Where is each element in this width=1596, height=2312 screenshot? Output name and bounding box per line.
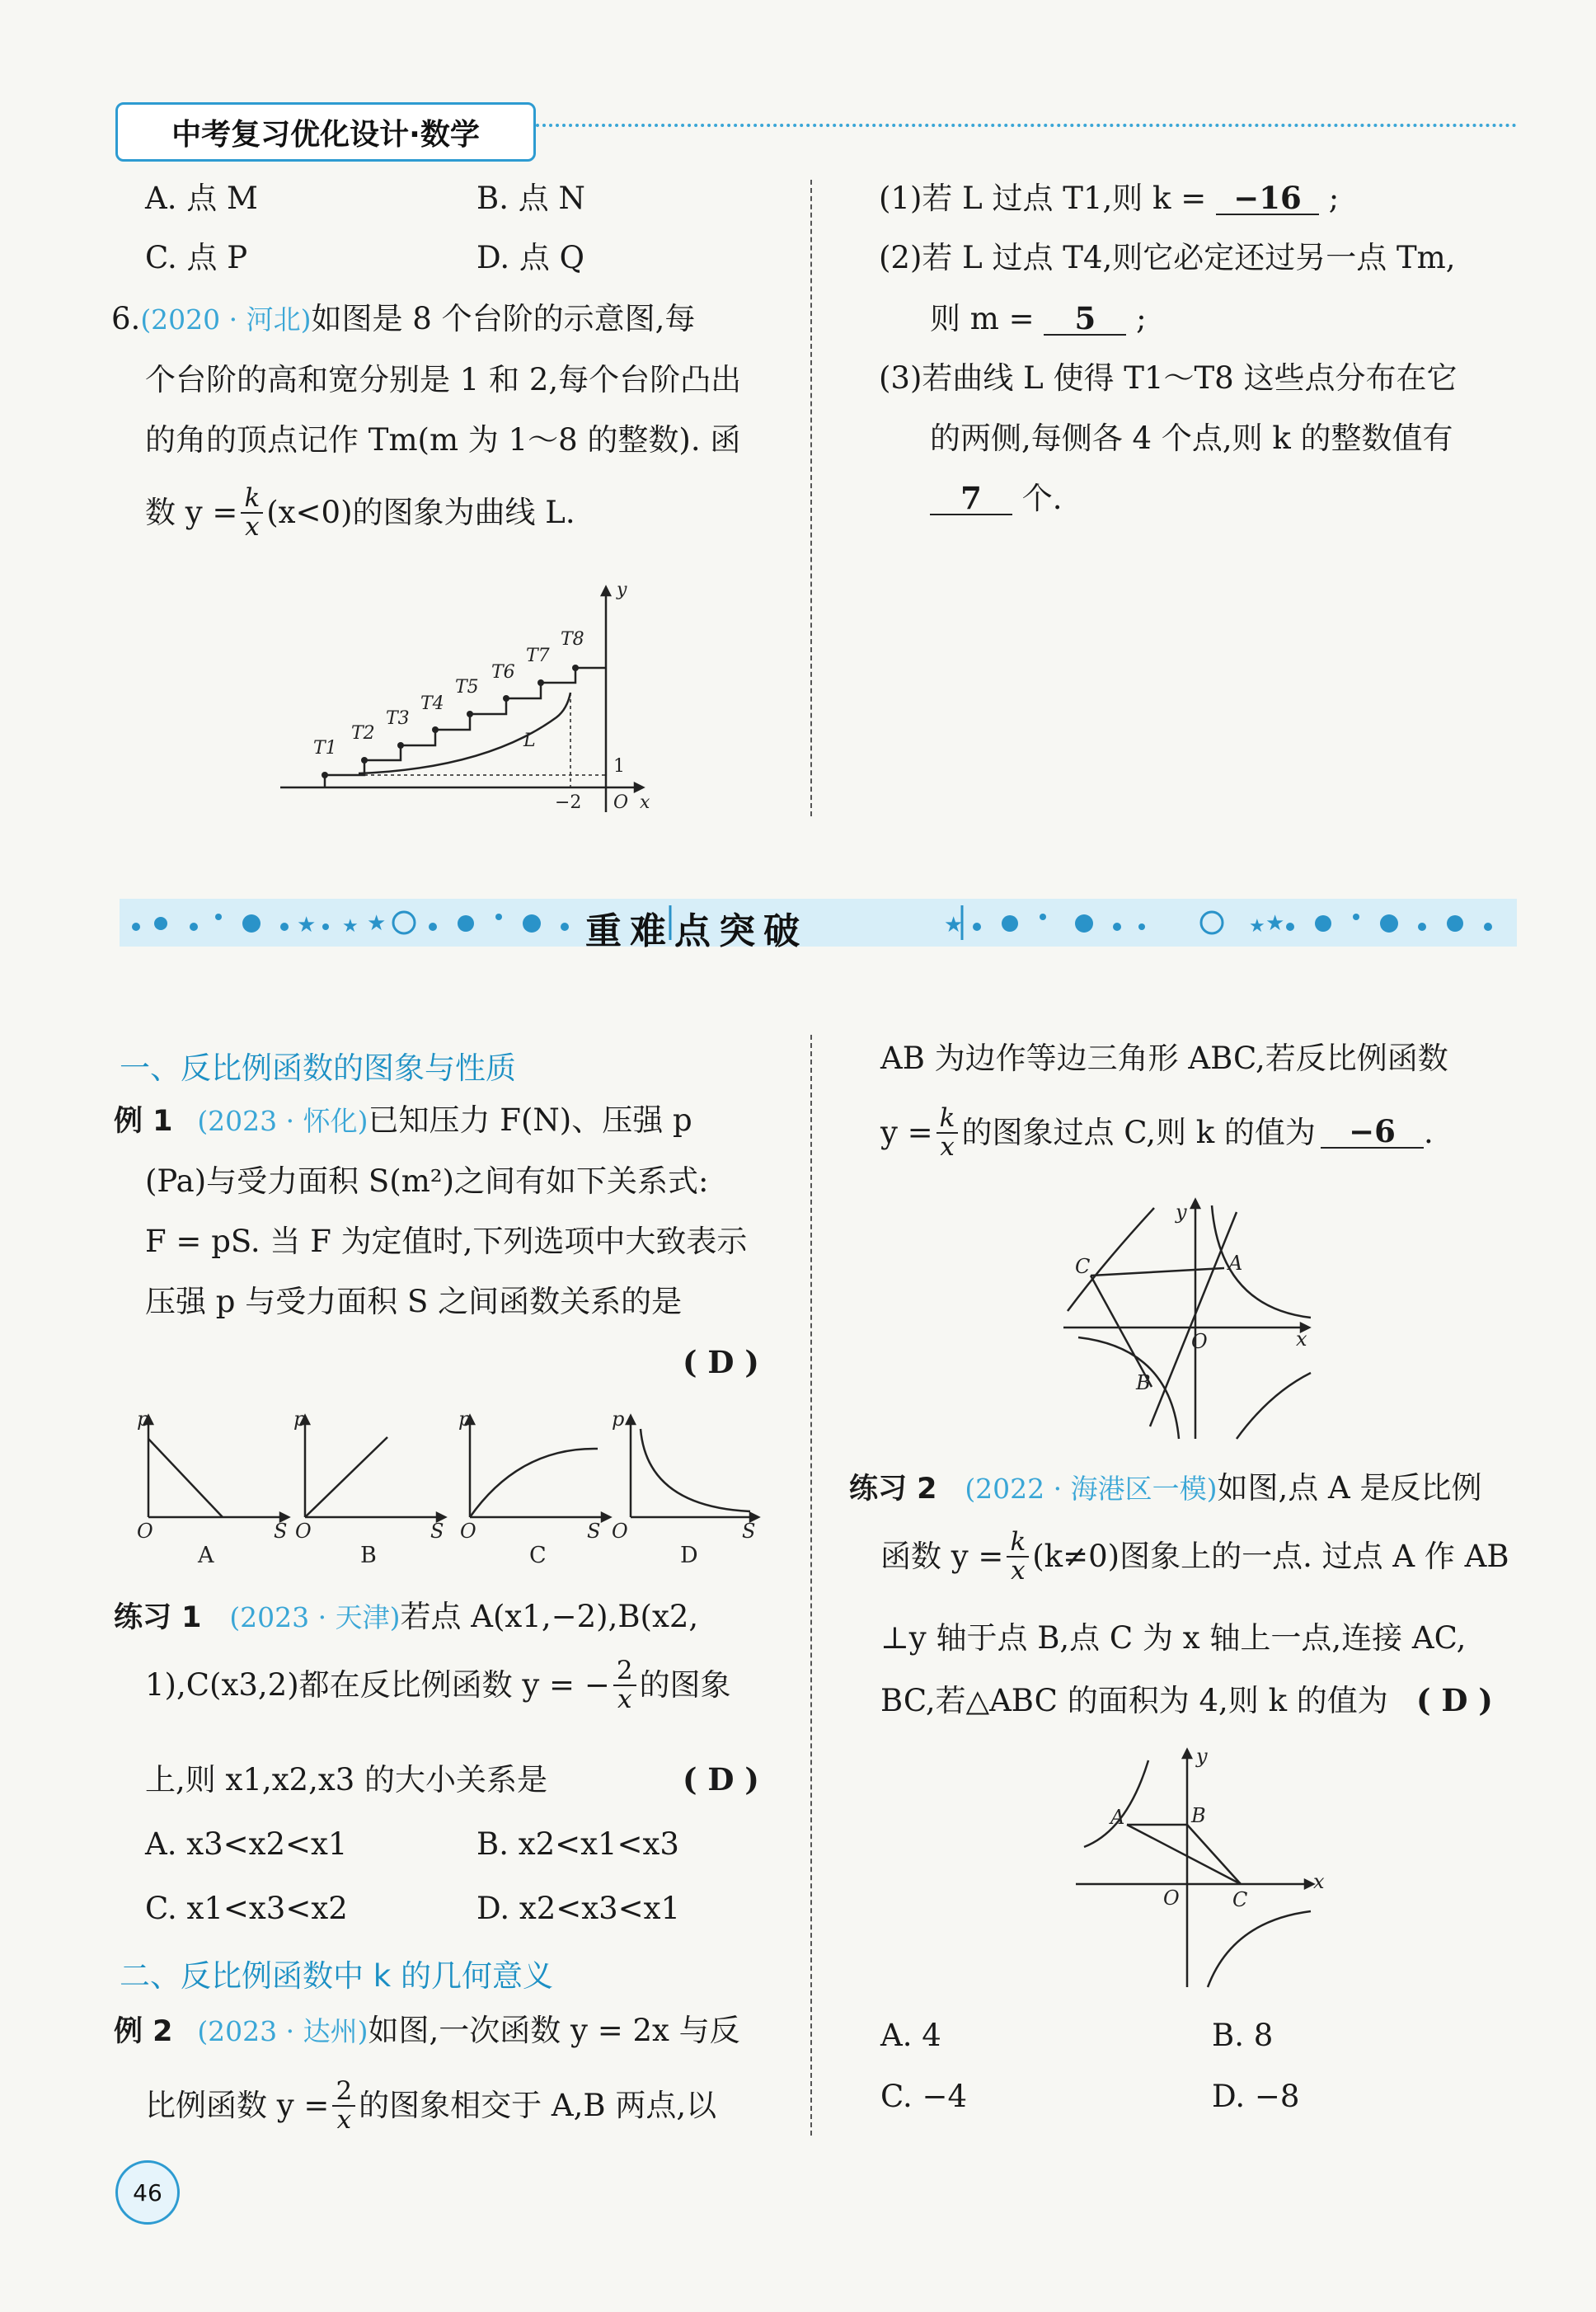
q6-fraction (241, 485, 263, 540)
svg-text:★: ★ (944, 913, 964, 937)
svg-text:★: ★ (1265, 911, 1285, 936)
graph-c-s: S (587, 1520, 601, 1543)
practice-1-fraction (613, 1657, 636, 1713)
practice-1-label: 练习 1 (114, 1601, 202, 1634)
graph-d-p: p (612, 1407, 625, 1431)
fig2-label-c: C (1075, 1255, 1091, 1278)
graph-d-o: O (612, 1520, 628, 1543)
part-1 (879, 180, 1340, 216)
svg-text:★: ★ (297, 913, 317, 937)
section-2-heading: 二、反比例函数中 k 的几何意义 (120, 1958, 553, 1994)
example-2-text-4-mid: 的图象过点 C,则 k 的值为 (961, 1115, 1316, 1151)
q6-text-4-post: (x<0)的图象为曲线 L. (266, 495, 575, 531)
practice-2-option-d: D. −8 (1212, 2079, 1300, 2114)
example-2-text-2-pre: 比例函数 y = (145, 2088, 330, 2124)
example-2-fraction (332, 2078, 355, 2133)
q6-source: (2020 · 河北) (140, 303, 312, 336)
practice-2-option-b: B. 8 (1212, 2018, 1274, 2053)
q6-text-1: 如图是 8 个台阶的示意图,每 (311, 301, 696, 336)
question-6-line1 (111, 303, 695, 334)
example-2-figure (1055, 1196, 1327, 1443)
example-1-line1 (114, 1102, 692, 1138)
example-2-text-4-pre: y = (880, 1115, 933, 1151)
practice-2-option-a: A. 4 (880, 2018, 941, 2053)
example-2-text-4-post: . (1423, 1115, 1434, 1151)
example-2-line1 (114, 2015, 740, 2046)
graph-label-c: C (529, 1543, 547, 1568)
example-2-text-3: AB 为边作等边三角形 ABC,若反比例函数 (880, 1041, 1448, 1076)
practice-2-source: (2022 · 海港区一模) (965, 1473, 1218, 1505)
practice-2-option-c: C. −4 (880, 2079, 968, 2114)
label-t8: T8 (561, 629, 584, 650)
header-title-box (115, 102, 536, 162)
graph-c-o: O (460, 1520, 476, 1543)
example-1-label: 例 1 (114, 1105, 173, 1138)
example-2-k-frac-num: k (936, 1105, 959, 1134)
practice-2-text-3: ⊥y 轴于点 B,点 C 为 x 轴上一点,连接 AC, (880, 1620, 1467, 1656)
part-2 (930, 300, 1147, 336)
part-1-text: (1)若 L 过点 T1,则 k = (879, 181, 1207, 216)
q6-text-4 (145, 485, 575, 540)
column-divider-bottom (810, 1035, 812, 2136)
svg-text:★: ★ (342, 916, 359, 937)
fig3-label-x: x (1313, 1870, 1325, 1893)
part-2-post: ; (1136, 301, 1147, 336)
practice-2-figure (1068, 1740, 1340, 1991)
label-y-axis: y (617, 580, 627, 600)
fig3-label-b: B (1191, 1804, 1206, 1827)
practice-2-frac-den: x (1011, 1555, 1026, 1586)
label-t4: T4 (420, 693, 444, 714)
practice-1-frac-num: 2 (613, 1657, 636, 1686)
page-number: 46 (133, 2178, 162, 2206)
part-3-line1: (3)若曲线 L 使得 T1～T8 这些点分布在它 (879, 360, 1458, 396)
part-2-line1: (2)若 L 过点 T4,则它必定还过另一点 Tm, (879, 240, 1456, 275)
example-2-k-frac-den: x (940, 1131, 955, 1162)
part-3-answer: 7 (930, 483, 1012, 515)
svg-text:★: ★ (1249, 916, 1265, 937)
fig3-label-c: C (1232, 1888, 1248, 1911)
fig2-label-b: B (1136, 1371, 1151, 1394)
fig2-label-a: A (1228, 1252, 1243, 1275)
graph-c-p: p (458, 1407, 472, 1431)
label-t2: T2 (351, 723, 375, 744)
q6-frac-num: k (241, 485, 263, 514)
banner-title: 重难点突破 (585, 910, 808, 952)
example-2-source: (2023 · 达州) (197, 2015, 368, 2047)
label-t3: T3 (386, 708, 410, 729)
label-neg2: −2 (555, 792, 582, 813)
example-1-source: (2023 · 怀化) (197, 1105, 368, 1137)
practice-1-text-3: 上,则 x1,x2,x3 的大小关系是 (145, 1762, 548, 1797)
fig2-label-x: x (1296, 1328, 1307, 1351)
q6-text-3: 的角的顶点记作 Tm(m 为 1～8 的整数). 函 (145, 422, 741, 458)
example-1-text-4: 压强 p 与受力面积 S 之间函数关系的是 (145, 1284, 683, 1319)
example-1-answer: ( D ) (683, 1344, 759, 1380)
label-origin: O (613, 792, 629, 813)
part-2-answer: 5 (1044, 303, 1126, 336)
practice-2-text-2-post: (k≠0)图象上的一点. 过点 A 作 AB (1032, 1539, 1509, 1575)
practice-1-option-d: D. x2<x3<x1 (476, 1891, 681, 1926)
graph-a-o: O (137, 1520, 153, 1543)
q6-frac-den: x (245, 511, 260, 542)
q6-text-4-pre: 数 y = (145, 495, 238, 531)
example-1-text-3: F = pS. 当 F 为定值时,下列选项中大致表示 (145, 1224, 748, 1259)
graph-d-s: S (742, 1520, 756, 1543)
practice-1-text-2-post: 的图象 (639, 1667, 731, 1703)
example-2-k-fraction (936, 1105, 959, 1160)
example-1-text-1: 已知压力 F(N)、压强 p (368, 1102, 692, 1138)
practice-2-frac-num: k (1007, 1529, 1029, 1558)
practice-1-line2 (145, 1657, 731, 1713)
practice-2-line1 (849, 1470, 1482, 1506)
practice-1-option-a: A. x3<x2<x1 (145, 1826, 348, 1862)
graph-b-s: S (430, 1520, 444, 1543)
practice-2-answer: ( D ) (1416, 1682, 1493, 1718)
option-b: B. 点 N (476, 181, 585, 216)
fig2-label-y: y (1176, 1201, 1187, 1224)
practice-1-frac-den: x (617, 1684, 632, 1714)
graph-a-p: p (137, 1407, 150, 1431)
example-2-line2 (145, 2078, 716, 2133)
option-a: A. 点 M (145, 181, 258, 216)
part-1-post: ; (1328, 181, 1340, 216)
example-1-text-2: (Pa)与受力面积 S(m²)之间有如下关系式: (145, 1163, 709, 1199)
svg-text:★: ★ (367, 911, 387, 936)
staircase-figure (272, 577, 668, 816)
practice-1-source: (2023 · 天津) (229, 1601, 401, 1633)
q6-text-2: 个台阶的高和宽分别是 1 和 2,每个台阶凸出 (145, 362, 742, 397)
example-2-frac-den: x (336, 2104, 352, 2135)
section-1-heading: 一、反比例函数的图象与性质 (120, 1050, 516, 1086)
label-curve-l: L (523, 731, 536, 751)
practice-1-text-2-pre: 1),C(x3,2)都在反比例函数 y = − (145, 1667, 610, 1703)
label-t5: T5 (455, 677, 479, 698)
practice-2-line2 (880, 1529, 1509, 1584)
example-2-text-1: 如图,一次函数 y = 2x 与反 (368, 2013, 740, 2048)
practice-1-line1 (114, 1601, 698, 1633)
label-t1: T1 (313, 738, 337, 759)
q6-number: 6. (111, 301, 141, 336)
header-title: 中考复习优化设计·数学 (171, 117, 480, 152)
part-3-post: 个. (1021, 481, 1063, 516)
example-2-answer: −6 (1321, 1116, 1424, 1149)
example-1-graphs (132, 1406, 775, 1571)
practice-1-option-c: C. x1<x3<x2 (145, 1891, 348, 1926)
practice-2-text-2-pre: 函数 y = (880, 1539, 1004, 1575)
option-c: C. 点 P (145, 240, 248, 275)
example-2-frac-num: 2 (332, 2078, 355, 2107)
label-t7: T7 (526, 646, 550, 666)
part-3-line3 (930, 480, 1063, 516)
graph-label-b: B (360, 1543, 377, 1568)
practice-2-text-4: BC,若△ABC 的面积为 4,则 k 的值为 (880, 1683, 1388, 1718)
graph-label-a: A (198, 1543, 214, 1568)
practice-1-option-b: B. x2<x1<x3 (476, 1826, 679, 1862)
fig3-label-a: A (1110, 1806, 1125, 1829)
practice-1-text-1: 若点 A(x1,−2),B(x2, (400, 1599, 699, 1634)
fig3-label-y: y (1196, 1745, 1208, 1768)
option-d: D. 点 Q (476, 240, 584, 275)
practice-2-text-1: 如图,点 A 是反比例 (1217, 1470, 1482, 1506)
label-x-axis: x (640, 792, 650, 813)
page-number-badge (115, 2160, 180, 2225)
graph-a-s: S (274, 1520, 288, 1543)
example-2-label: 例 2 (114, 2015, 173, 2048)
label-t6: T6 (491, 662, 515, 683)
label-one: 1 (613, 756, 625, 777)
part-3-line2: 的两侧,每侧各 4 个点,则 k 的整数值有 (930, 421, 1453, 456)
practice-1-answer: ( D ) (683, 1761, 759, 1797)
column-divider-top (810, 180, 812, 816)
part-2-text: 则 m = (930, 301, 1035, 336)
part-1-answer: −16 (1216, 183, 1319, 215)
graph-label-d: D (680, 1543, 698, 1568)
fig3-label-o: O (1163, 1887, 1180, 1910)
fig2-label-o: O (1191, 1330, 1208, 1353)
header-dotted-rule (536, 124, 1517, 127)
graph-b-p: p (293, 1407, 307, 1431)
graph-b-o: O (295, 1520, 312, 1543)
example-2-text-2-post: 的图象相交于 A,B 两点,以 (359, 2088, 717, 2124)
example-2-line4 (880, 1105, 1434, 1160)
practice-2-fraction (1007, 1529, 1029, 1584)
practice-2-label: 练习 2 (849, 1473, 937, 1506)
